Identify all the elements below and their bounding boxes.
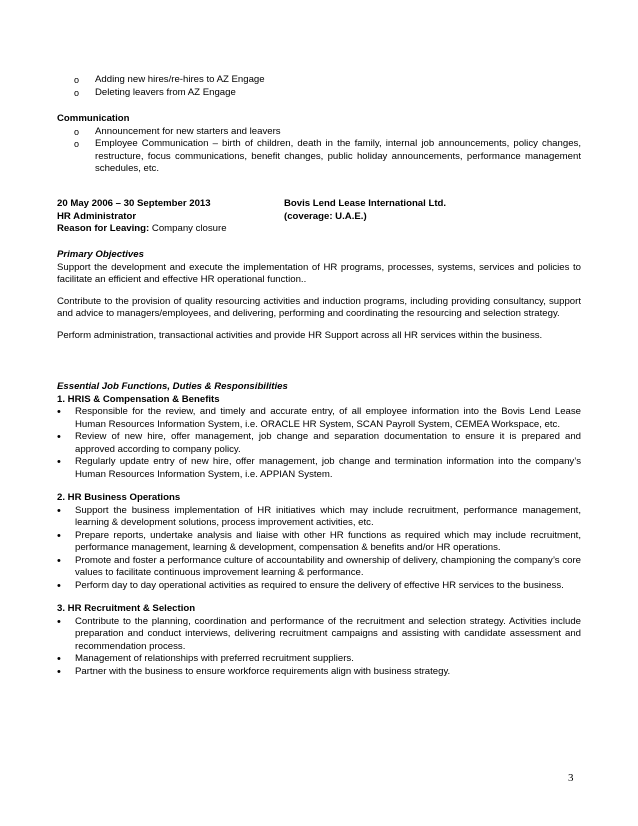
job-title: HR Administrator [57, 210, 137, 222]
bullet-icon: • [57, 653, 61, 665]
list-item: o Announcement for new starters and leavers [74, 125, 281, 137]
list-item: • Support the business implementation of HR initiatives which may include recruitment, performance management, learning & development solutions, process improvement activities, etc. [57, 504, 581, 528]
bullet-icon: • [57, 504, 61, 517]
section-list [57, 616, 581, 679]
communication-list [57, 126, 581, 176]
list-item: o Adding new hires/re-hires to AZ Engage [74, 74, 265, 85]
primary-paragraph: Contribute to the provision of quality resourcing activities and induction programs, including providing consultancy, support and advice to managers/employees, and delivering, performing and coordinating the resourcing and selection strategy. [57, 295, 581, 319]
section-list [57, 406, 581, 481]
bullet-icon: • [57, 431, 61, 443]
list-item: • Contribute to the planning, coordination and performance of the recruitment and selection strategy. Activities include preparation and conduct interviews, delivering recruitment campaigns and assisting with candidate assessment and recommendation process. [57, 615, 581, 652]
job-dates: 20 May 2006 – 30 September 2013 [57, 198, 211, 209]
communication-section [57, 113, 581, 176]
list-item: • Responsible for the review, and timely and accurate entry, of all employee information into the Bovis Lend Lease Human Resources Information System, i.e. ORACLE HR System, SCAN Payroll System, CEMEA Workspace, etc. [57, 406, 581, 430]
list-item: • Regularly update entry of new hire, offer management, job change and termination information into the company’s Human Resources Information System, i.e. APPIAN System. [57, 456, 581, 480]
circle-bullet-icon: o [74, 126, 80, 137]
communication-heading: Communication [57, 113, 130, 124]
company-name: Bovis Lend Lease International Ltd. [284, 198, 447, 209]
list-item: o Employee Communication – birth of children, death in the family, internal job announcements, policy changes, restructure, focus communications, benefit changes, public holiday announcements, performance management schedules, etc. [74, 138, 581, 174]
reason-label: Reason for Leaving: [57, 223, 150, 234]
primary-paragraph: Support the development and execute the implementation of HR programs, processes, systems, services and policies to facilitate an efficient and effective HR operational function.. [57, 261, 581, 285]
essential-heading: Essential Job Functions, Duties & Responsibilities [57, 381, 288, 392]
job-header [57, 198, 581, 236]
list-item: • Management of relationships with preferred recruitment suppliers. [57, 653, 354, 665]
bullet-icon: • [57, 554, 61, 567]
section-title: 1. HRIS & Compensation & Benefits [57, 393, 220, 405]
list-item: o Deleting leavers from AZ Engage [74, 86, 236, 98]
section-list [57, 505, 581, 593]
section-title: 2. HR Business Operations [57, 492, 181, 503]
section-title: 3. HR Recruitment & Selection [57, 603, 196, 614]
list-item: • Review of new hire, offer management, job change and separation documentation to ensure it is prepared and approved according to company policy. [57, 431, 581, 455]
list-item: • Partner with the business to ensure workforce requirements align with business strategy. [57, 665, 451, 678]
bullet-icon: • [57, 665, 61, 678]
reason-value: Company closure [149, 223, 227, 234]
page-number: 3 [568, 772, 574, 784]
essential-functions-section [57, 381, 581, 678]
bullet-icon: • [57, 529, 61, 542]
circle-bullet-icon: o [74, 139, 80, 149]
circle-bullet-icon: o [74, 87, 80, 98]
top-list-block [57, 74, 581, 99]
primary-objectives-section [57, 249, 581, 342]
list-item: • Perform day to day operational activities as required to ensure the delivery of effective HR services to the business. [57, 579, 564, 592]
primary-paragraph: Perform administration, transactional activities and provide HR Support across all HR services within the business. [57, 329, 543, 341]
bullet-icon: • [57, 615, 61, 628]
circle-bullet-icon: o [74, 75, 80, 85]
list-item: • Promote and foster a performance culture of accountability and ownership of delivery, championing the company’s core values to facilitate continuous improvement learning & performance. [57, 554, 581, 578]
top-list [57, 74, 581, 99]
list-item: • Prepare reports, undertake analysis and liaise with other HR functions as required which may include recruitment, performance management, learning & development, compensation & benefits and/or HR operations. [57, 529, 581, 553]
primary-objectives-heading: Primary Objectives [57, 249, 144, 260]
bullet-icon: • [57, 579, 61, 592]
bullet-icon: • [57, 406, 61, 418]
job-coverage: (coverage: U.A.E.) [284, 210, 367, 222]
bullet-icon: • [57, 456, 61, 468]
